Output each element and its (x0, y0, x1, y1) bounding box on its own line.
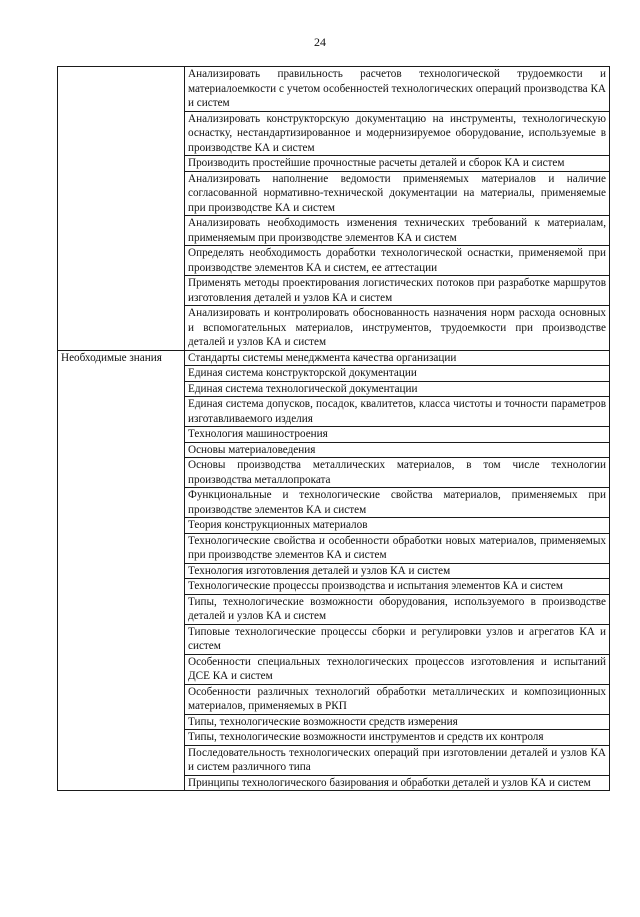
table-row (58, 350, 610, 366)
requirement-item: Технология машиностроения (185, 427, 610, 443)
requirement-item: Типы, технологические возможности инструментов и средств их контроля (185, 730, 610, 746)
requirement-item: Единая система конструкторской документации (185, 366, 610, 382)
table-row (58, 67, 610, 112)
section-label: Необходимые знания (61, 351, 162, 364)
requirement-item: Особенности специальных технологических процессов изготовления и испытаний ДСЕ КА и систем (185, 654, 610, 684)
requirement-item: Принципы технологического базирования и обработки деталей и узлов КА и систем (185, 775, 610, 791)
requirement-item: Основы материаловедения (185, 442, 610, 458)
requirement-item: Последовательность технологических операций при изготовлении деталей и узлов КА и систем различного типа (185, 745, 610, 775)
section-label-cell (58, 67, 185, 351)
requirement-item: Технология изготовления деталей и узлов КА и систем (185, 563, 610, 579)
requirement-item: Анализировать и контролировать обоснованность назначения норм расхода основных и вспомогательных материалов, инструментов, трудоемкости при производстве деталей и узлов КА и систем (185, 306, 610, 351)
requirement-item: Анализировать правильность расчетов технологической трудоемкости и материалоемкости с учетом особенностей технологических операций производства КА и систем (185, 67, 610, 112)
requirement-item: Определять необходимость доработки технологической оснастки, применяемой при производстве элементов КА и систем, ее аттестации (185, 246, 610, 276)
section-label-cell (58, 350, 185, 791)
requirement-item: Единая система технологической документации (185, 381, 610, 397)
requirement-item: Анализировать наполнение ведомости применяемых материалов и наличие согласованной нормативно-технической документации на материалы, применяемые при производстве КА и систем (185, 171, 610, 216)
requirement-item: Применять методы проектирования логистических потоков при разработке маршрутов изготовления деталей и узлов КА и систем (185, 276, 610, 306)
requirement-item: Типовые технологические процессы сборки и регулировки узлов и агрегатов КА и систем (185, 624, 610, 654)
requirements-table (57, 66, 610, 791)
requirement-item: Основы производства металлических материалов, в том числе технологии производства металлопроката (185, 458, 610, 488)
requirement-item: Теория конструкционных материалов (185, 518, 610, 534)
requirement-item: Стандарты системы менеджмента качества организации (185, 350, 610, 366)
requirement-item: Типы, технологические возможности средств измерения (185, 714, 610, 730)
requirement-item: Анализировать необходимость изменения технических требований к материалам, применяемым при производстве элементов КА и систем (185, 216, 610, 246)
requirement-item: Технологические свойства и особенности обработки новых материалов, применяемых при производстве элементов КА и систем (185, 533, 610, 563)
requirement-item: Технологические процессы производства и испытания элементов КА и систем (185, 579, 610, 595)
requirement-item: Анализировать конструкторскую документацию на инструменты, технологическую оснастку, нестандартизированное и модернизируемое оборудование, используемые в производстве КА и систем (185, 111, 610, 156)
requirement-item: Единая система допусков, посадок, квалитетов, класса чистоты и точности параметров изготавливаемого изделия (185, 397, 610, 427)
requirement-item: Производить простейшие прочностные расчеты деталей и сборок КА и систем (185, 156, 610, 172)
requirement-item: Функциональные и технологические свойства материалов, применяемых при производстве элементов КА и систем (185, 488, 610, 518)
requirement-item: Типы, технологические возможности оборудования, используемого в производстве деталей и узлов КА и систем (185, 594, 610, 624)
page-number: 24 (314, 35, 326, 49)
requirement-item: Особенности различных технологий обработки металлических и композиционных материалов, применяемых в РКП (185, 684, 610, 714)
